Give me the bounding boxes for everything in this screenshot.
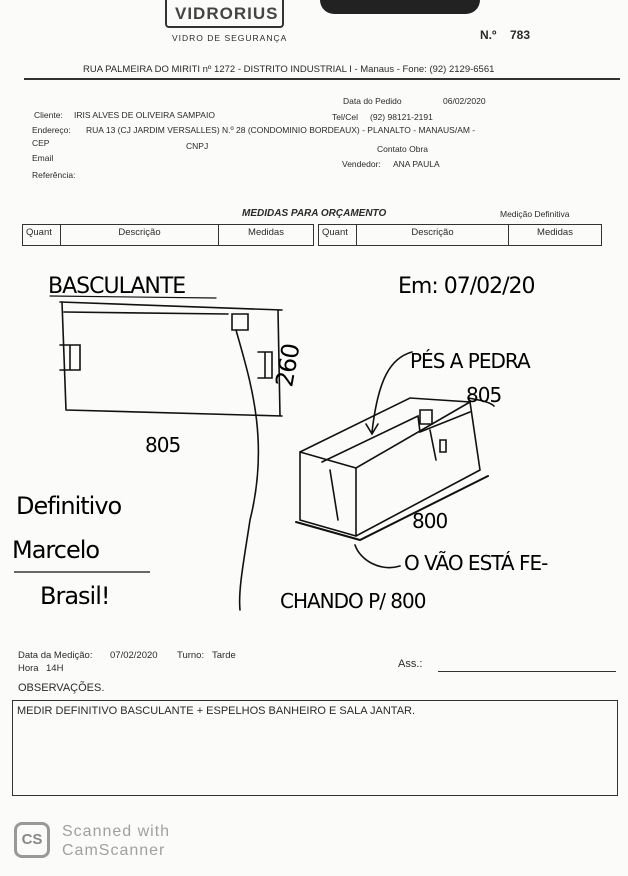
contact-label: Contato Obra xyxy=(377,144,429,154)
shift-label: Turno: xyxy=(177,650,205,661)
phone-value: (92) 98121-2191 xyxy=(370,112,433,122)
col-qty: Quant xyxy=(23,225,61,245)
measure-date-label: Data da Medição: xyxy=(18,650,93,661)
doc-number: 783 xyxy=(510,28,531,42)
client-label: Cliente: xyxy=(34,110,63,120)
dim-260: 260 xyxy=(270,342,306,390)
col-measure: Medidas xyxy=(248,227,284,238)
order-date-label: Data do Pedido xyxy=(343,96,402,106)
order-date: 06/02/2020 xyxy=(443,96,486,106)
client-name: IRIS ALVES DE OLIVEIRA SAMPAIO xyxy=(74,110,215,120)
col-measure: Medidas xyxy=(537,227,573,238)
signature-line xyxy=(438,671,616,672)
col-desc: Descrição xyxy=(61,225,219,245)
basculante-curve xyxy=(236,330,258,610)
basculante-hinge xyxy=(232,314,248,330)
dim-805-a: 805 xyxy=(145,433,181,457)
vao-line-2: CHANDO P/ 800 xyxy=(280,589,426,613)
cep-label: CEP xyxy=(32,138,50,148)
measures-title: MEDIDAS PARA ORÇAMENTO xyxy=(242,208,387,219)
observations-box xyxy=(12,700,618,796)
signature-line-3: Brasil! xyxy=(40,582,110,610)
brand-tagline: VIDRO DE SEGURANÇA xyxy=(172,33,288,43)
client-address: RUA 13 (CJ JARDIM VERSALLES) N.º 28 (CONDOMINIO BORDEAUX) - PLANALTO - MANAUS/AM - xyxy=(86,125,476,135)
camscanner-logo: CS xyxy=(14,822,50,858)
pes-label: PÉS A PEDRA xyxy=(410,349,530,373)
dim-805-b: 805 xyxy=(466,383,502,407)
doc-number-label: N.º xyxy=(480,28,497,42)
signature-line-2: Marcelo xyxy=(12,536,100,564)
shift-value: Tarde xyxy=(212,650,236,661)
cnpj-label: CNPJ xyxy=(186,141,209,151)
time-value: 14H xyxy=(46,663,64,674)
vao-line-1: O VÃO ESTÁ FE- xyxy=(404,551,548,575)
company-address: RUA PALMEIRA DO MIRITI nº 1272 - DISTRITO INDUSTRIAL I - Manaus - Fone: (92) 2129-6561 xyxy=(83,64,495,75)
seller-name: ANA PAULA xyxy=(393,159,440,169)
email-label: Email xyxy=(32,153,54,163)
reference-label: Referência: xyxy=(32,170,76,180)
signature-line-1: Definitivo xyxy=(16,492,122,520)
observations-label: OBSERVAÇÕES. xyxy=(18,682,105,694)
camscanner-text: Scanned with CamScanner xyxy=(62,823,171,859)
col-qty: Quant xyxy=(319,225,357,245)
arrow-800 xyxy=(355,545,400,568)
signature-label: Ass.: xyxy=(398,658,423,670)
phone-label: Tel/Cel xyxy=(332,112,358,122)
address-label: Endereço: xyxy=(32,125,71,135)
em-date: Em: 07/02/20 xyxy=(398,274,535,299)
col-desc: Descrição xyxy=(357,225,509,245)
basculante-handle-right xyxy=(258,352,272,378)
label-basculante: BASCULANTE xyxy=(48,274,186,299)
time-label: Hora xyxy=(18,663,39,674)
seller-label: Vendedor: xyxy=(342,159,381,169)
dim-800: 800 xyxy=(412,509,448,533)
niche-base xyxy=(296,476,488,540)
basculante-inner xyxy=(64,312,228,314)
observations-text: MEDIR DEFINITIVO BASCULANTE + ESPELHOS BANHEIRO E SALA JANTAR. xyxy=(17,705,416,717)
niche-inner xyxy=(322,412,470,520)
measure-date: 07/02/2020 xyxy=(110,650,158,661)
measures-subtitle: Medição Definitiva xyxy=(500,209,570,219)
brand-name: VIDRORIUS xyxy=(175,4,279,23)
